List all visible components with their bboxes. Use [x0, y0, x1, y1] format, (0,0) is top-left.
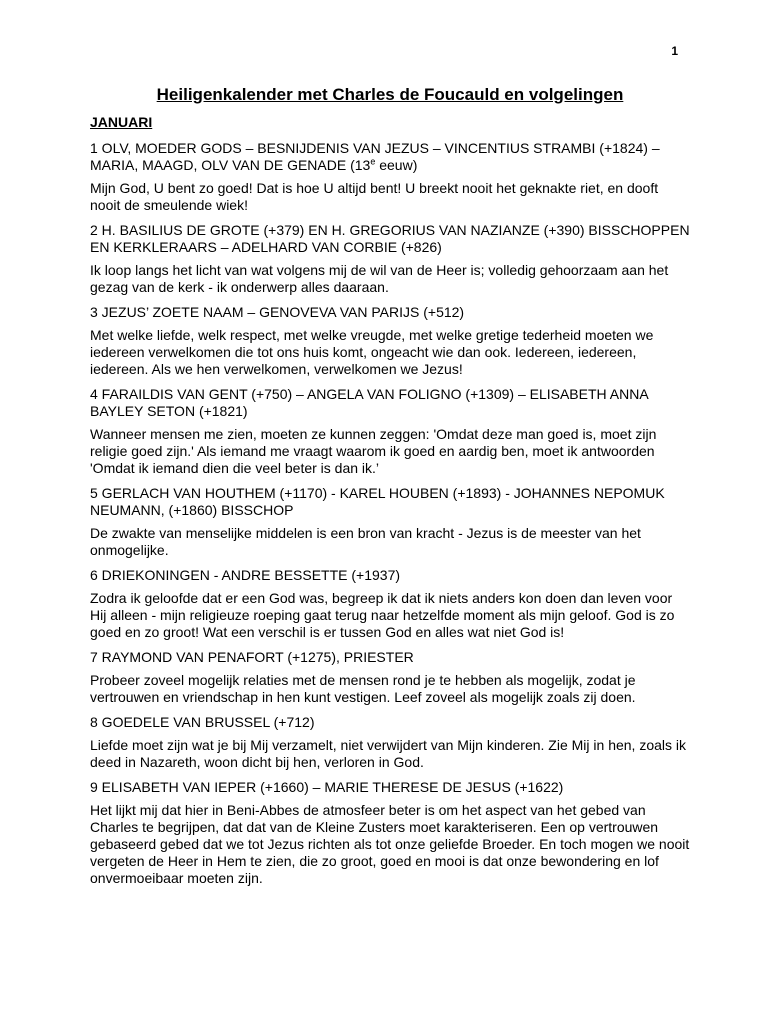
- entry-quote: Probeer zoveel mogelijk relaties met de mensen rond je te hebben als mogelijk, zodat je vertrouwen en vriendschap in hen kunt vestigen. Leef zoveel als mogelijk zoals zij doen.: [90, 672, 636, 705]
- entry-heading: 3 JEZUS’ ZOETE NAAM – GENOVEVA VAN PARIJS (+512): [90, 304, 465, 320]
- entry-quote: Zodra ik geloofde dat er een God was, begreep ik dat ik niets anders kon doen dan leven voor Hij alleen - mijn religieuze roeping gaat terug naar hetzelfde moment als mijn geloof. God is zo goed en zo groot! Wat een verschil is er tussen God en alles wat niet God is!: [90, 590, 675, 640]
- calendar-entry: [90, 222, 690, 296]
- entry-heading: 2 H. BASILIUS DE GROTE (+379) EN H. GREGORIUS VAN NAZIANZE (+390) BISSCHOPPEN EN KERKLERAARS – ADELHARD VAN CORBIE (+826): [90, 222, 690, 255]
- entry-quote: Liefde moet zijn wat je bij Mij verzamelt, niet verwijdert van Mijn kinderen. Zie Mij in hen, zoals ik deed in Nazareth, woon dicht bij hen, verloren in God.: [90, 737, 687, 770]
- calendar-entry: [90, 304, 690, 378]
- document-body: [90, 84, 690, 895]
- entry-heading: 1 OLV, MOEDER GODS – BESNIJDENIS VAN JEZUS – VINCENTIUS STRAMBI (+1824) – MARIA, MAAGD, OLV VAN DE GENADE (13e eeuw): [90, 140, 660, 173]
- calendar-entry: [90, 386, 690, 477]
- calendar-entry: [90, 649, 690, 706]
- calendar-entry: [90, 567, 690, 641]
- calendar-entry: [90, 140, 690, 214]
- calendar-entry: [90, 485, 690, 559]
- entry-quote: Wanneer mensen me zien, moeten ze kunnen zeggen: 'Omdat deze man goed is, moet zijn religie goed zijn.' Als iemand me vraagt waarom ik goed en aardig ben, moet ik antwoorden 'Omdat ik iemand dien die veel beter is dan ik.’: [90, 426, 657, 476]
- entry-heading: 5 GERLACH VAN HOUTHEM (+1170) - KAREL HOUBEN (+1893) - JOHANNES NEPOMUK NEUMANN, (+1860) BISSCHOP: [90, 485, 665, 518]
- entry-quote: De zwakte van menselijke middelen is een bron van kracht - Jezus is de meester van het onmogelijke.: [90, 525, 641, 558]
- entry-quote: Met welke liefde, welk respect, met welke vreugde, met welke gretige tederheid moeten we iedereen verwelkomen die tot ons huis komt, ongeacht wie dan ook. Iedereen, iedereen, iedereen. Als we hen verwelkomen, verwelkomen we Jezus!: [90, 327, 654, 377]
- entry-heading: 9 ELISABETH VAN IEPER (+1660) – MARIE THERESE DE JESUS (+1622): [90, 779, 564, 795]
- entry-quote: Mijn God, U bent zo goed! Dat is hoe U altijd bent! U breekt nooit het geknakte riet, en dooft nooit de smeulende wiek!: [90, 180, 659, 213]
- entry-heading: 7 RAYMOND VAN PENAFORT (+1275), PRIESTER: [90, 649, 414, 665]
- page-number: 1: [671, 44, 678, 58]
- entry-quote: Ik loop langs het licht van wat volgens mij de wil van de Heer is; volledig gehoorzaam aan het gezag van de kerk - ik onderwerp alles daaraan.: [90, 262, 669, 295]
- entry-heading: 4 FARAILDIS VAN GENT (+750) – ANGELA VAN FOLIGNO (+1309) – ELISABETH ANNA BAYLEY SETON (+1821): [90, 386, 648, 419]
- document-title: Heiligenkalender met Charles de Foucauld en volgelingen: [156, 85, 624, 104]
- calendar-entry: [90, 714, 690, 771]
- entry-heading: 8 GOEDELE VAN BRUSSEL (+712): [90, 714, 315, 730]
- entry-quote: Het lijkt mij dat hier in Beni-Abbes de atmosfeer beter is om het aspect van het gebed van Charles te begrijpen, dat dat van de Kleine Zusters moet karakteriseren. Een op vertrouwen gebaseerd gebed dat we tot Jezus richten als tot onze geliefde Broeder. En toch mogen we nooit vergeten de Heer in Hem te zien, die zo groot, goed en mooi is dat onze bewondering en lof onvermoeibaar moeten zijn.: [90, 802, 690, 886]
- calendar-entry: [90, 779, 690, 887]
- month-heading: JANUARI: [90, 114, 153, 130]
- entry-heading: 6 DRIEKONINGEN - ANDRE BESSETTE (+1937): [90, 567, 401, 583]
